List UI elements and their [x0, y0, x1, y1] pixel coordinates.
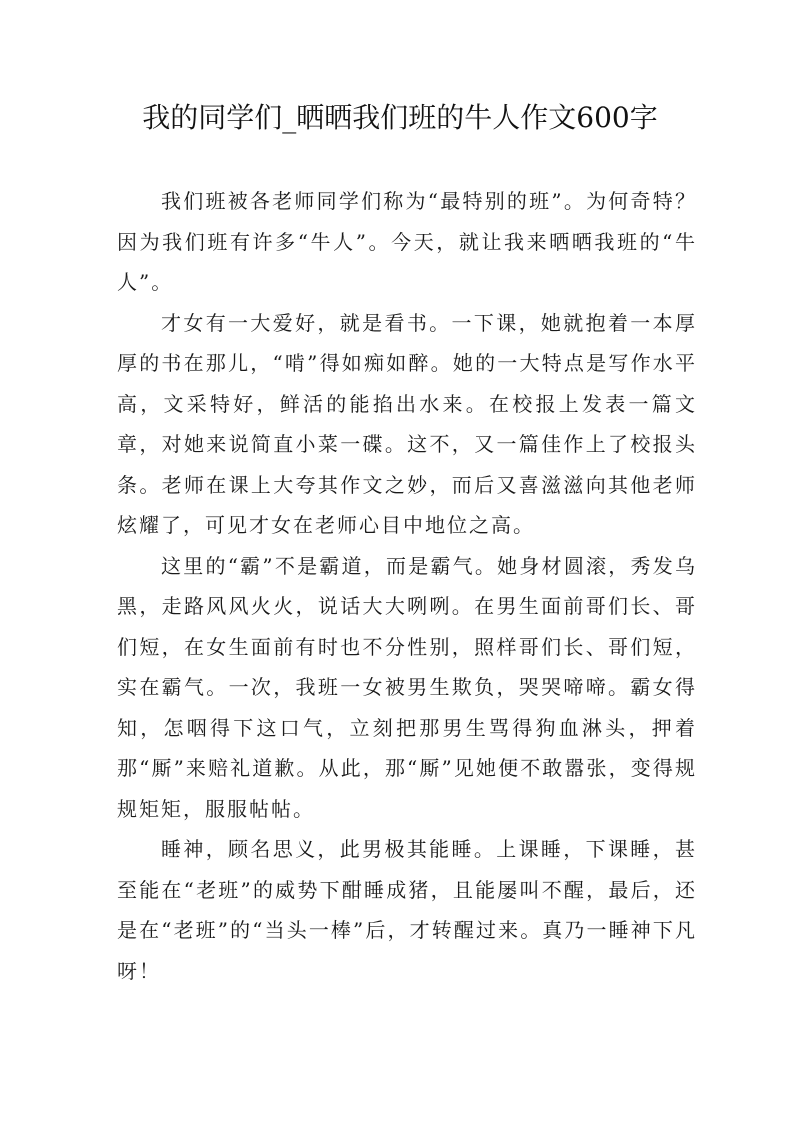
- page-title: 我的同学们_晒晒我们班的牛人作文600字: [142, 101, 658, 134]
- paragraph-talented-girl: 才女有一大爱好，就是看书。一下课，她就抱着一本厚厚的书在那儿，“啃”得如痴如醉。她的一大特点是写作水平高，文采特好，鲜活的能掐出水来。在校报上发表一篇文章，对她来说简直小菜一碟。这不，又一篇佳作上了校报头条。老师在课上大夸其作文之妙，而后又喜滋滋向其他老师炫耀了，可见才女在老师心目中地位之高。: [117, 310, 697, 537]
- paragraph-sleep-god: 睡神，顾名思义，此男极其能睡。上课睡，下课睡，甚至能在“老班”的威势下酣睡成猪，且能屡叫不醒，最后，还是在“老班”的“当头一棒”后，才转醒过来。真乃一睡神下凡呀！: [117, 837, 697, 983]
- paragraph-bold-girl: 这里的“霸”不是霸道，而是霸气。她身材圆滚，秀发乌黑，走路风风火火，说话大大咧咧。在男生面前哥们长、哥们短，在女生面前有时也不分性别，照样哥们长、哥们短，实在霸气。一次，我班一女被男生欺负，哭哭啼啼。霸女得知，怎咽得下这口气，立刻把那男生骂得狗血淋头，押着那“厮”来赔礼道歉。从此，那“厮”见她便不敢嚣张，变得规规矩矩，服服帖帖。: [117, 553, 697, 821]
- article-body: [117, 181, 697, 991]
- paragraph-intro: 我们班被各老师同学们称为“最特别的班”。为何奇特？因为我们班有许多“牛人”。今天，就让我来晒晒我班的“牛人”。: [117, 189, 697, 294]
